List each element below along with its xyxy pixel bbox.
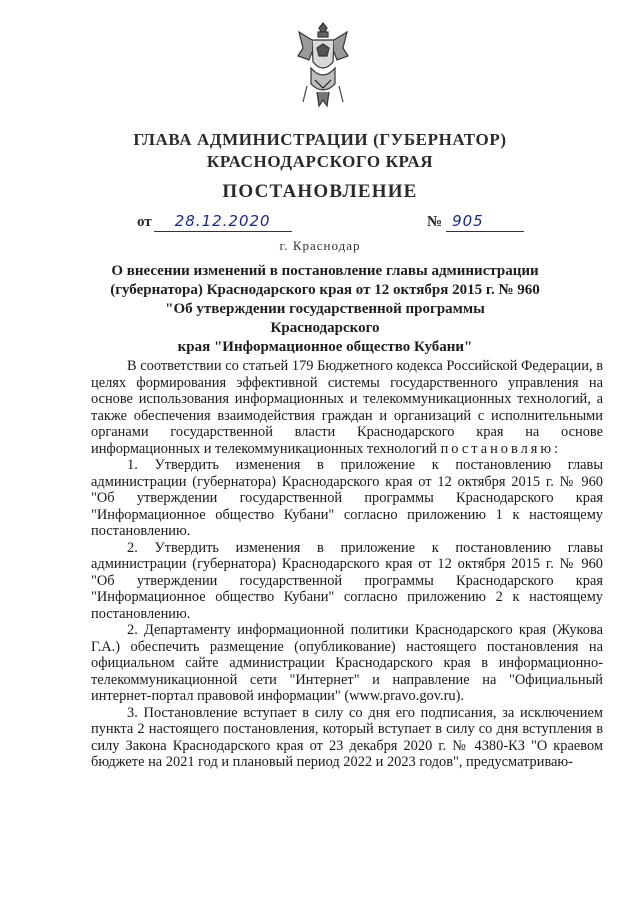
subject-line: (губернатора) Краснодарского края от 12 октября 2015 г. № 960 (110, 282, 540, 298)
date-field (154, 212, 292, 232)
preamble-paragraph (91, 358, 603, 457)
preamble-text: В соответствии со статьей 179 Бюджетного кодекса Российской Федерации, в целях формирования эффективной системы государственного управления на основе использования информационных и телекоммуникационных технологий, а также обеспечения взаимодействия граждан и организаций с исполнительными органами государственной власти Краснодарского края на основе информационных и телекоммуникационных технологий (91, 358, 603, 457)
number-row (427, 212, 524, 232)
clause-paragraph: 1. Утвердить изменения в приложение к постановлению главы администрации (губернатора) Краснодарского края от 12 октября 2015 г. № 960 "Об утверждении государственной программы Краснодарского края "Информационное общество Кубани" согласно приложению 1 к настоящему постановлению. (91, 457, 603, 539)
date-label: от (137, 214, 152, 230)
clause-paragraph: 2. Департаменту информационной политики Краснодарского края (Жукова Г.А.) обеспечить размещение (опубликование) настоящего постановления на официальном сайте администрации Краснодарского края в информационно-телекоммуникационной сети "Интернет" и направление на "Официальный интернет-портал правовой информации" (www.pravo.gov.ru). (91, 622, 603, 704)
number-field (446, 212, 524, 232)
date-row (137, 212, 292, 232)
issuing-authority-line2: КРАСНОДАРСКОГО КРАЯ (206, 152, 434, 171)
number-label: № (427, 214, 443, 230)
city-name: г. Краснодар (279, 238, 361, 253)
coat-of-arms-icon (297, 22, 349, 108)
document-subject (110, 262, 540, 357)
subject-line: О внесении изменений в постановление главы администрации (111, 263, 539, 279)
issuing-authority-line1: ГЛАВА АДМИНИСТРАЦИИ (ГУБЕРНАТОР) (133, 130, 507, 149)
document-body (91, 358, 603, 771)
clause-paragraph: 2. Утвердить изменения в приложение к постановлению главы администрации (губернатора) Краснодарского края от 12 октября 2015 г. № 960 "Об утверждении государственной программы Краснодарского края "Информационное общество Кубани" согласно приложению 2 к настоящему постановлению. (91, 539, 603, 622)
subject-line: края "Информационное общество Кубани" (177, 339, 473, 355)
document-type-title: ПОСТАНОВЛЕНИЕ (222, 181, 418, 202)
handwritten-number: 905 (452, 212, 484, 230)
subject-line: "Об утверждении государственной программы Краснодарского (165, 301, 485, 336)
clause-paragraph: 3. Постановление вступает в силу со дня его подписания, за исключением пункта 2 настоящего постановления, который вступает в силу со дня вступления в силу Закона Краснодарского края от 23 декабря 2020 г. № 4380-КЗ "О краевом бюджете на 2021 год и плановый период 2022 и 2023 годов", предусматриваю- (91, 704, 603, 770)
handwritten-date: 28.12.2020 (174, 212, 271, 230)
decree-word: постановляю: (440, 440, 562, 457)
